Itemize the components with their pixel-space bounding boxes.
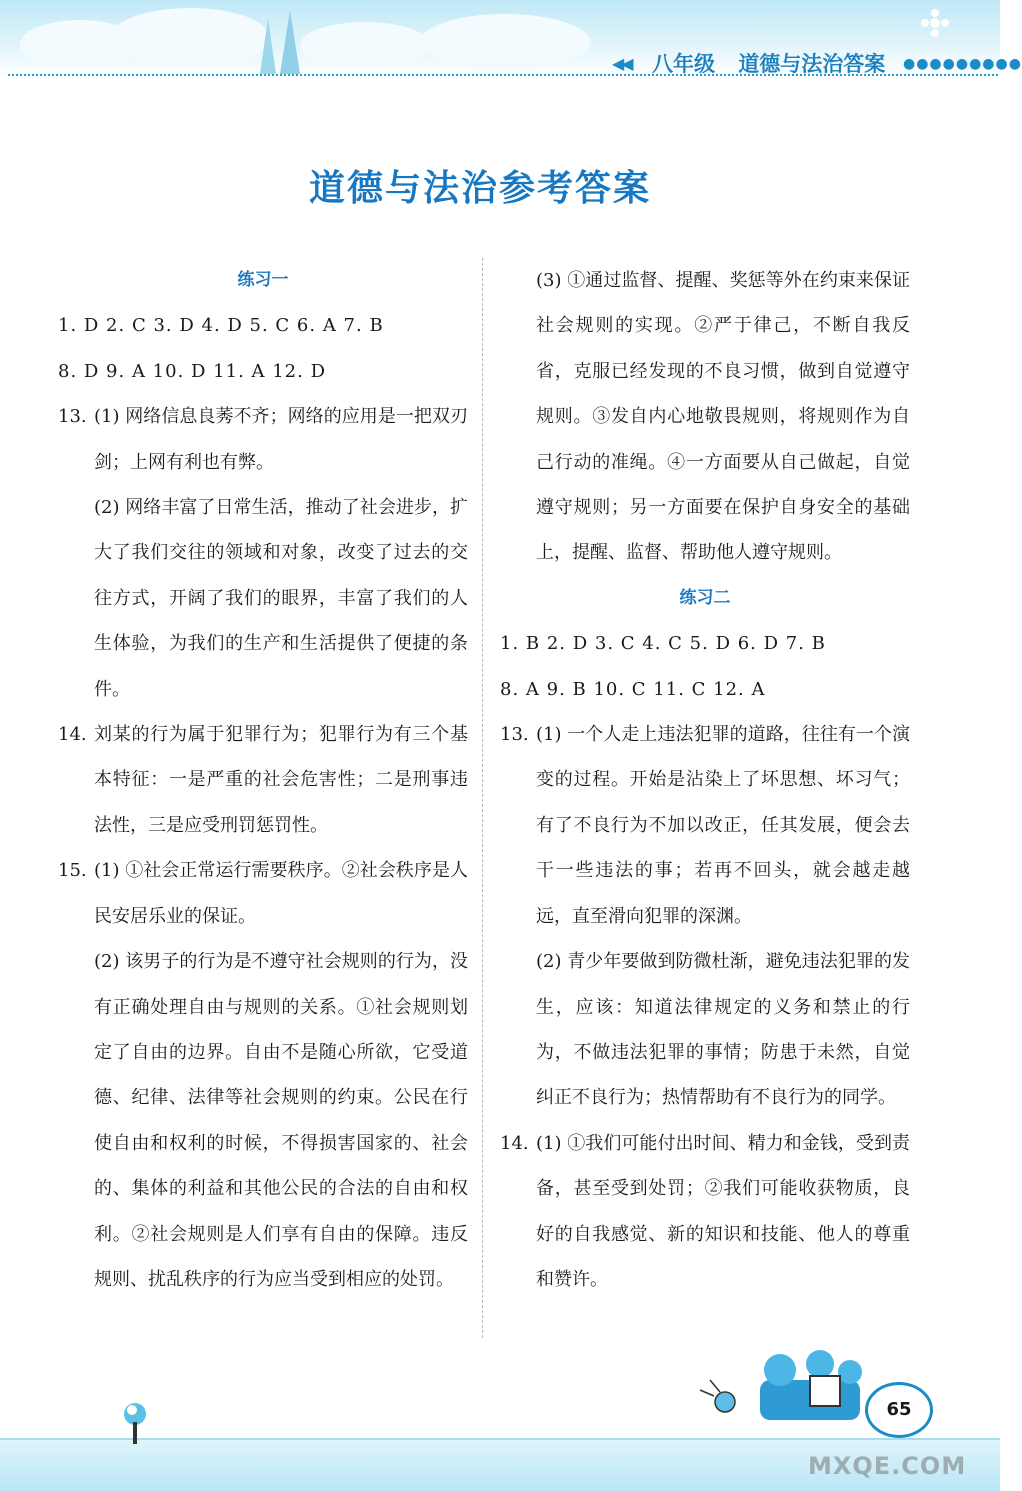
choice-answers-line: 8. D 9. A 10. D 11. A 12. D	[58, 360, 327, 382]
section-title-exercise-2: 练习二	[679, 587, 731, 608]
question-number: 13.	[58, 406, 87, 428]
question-body	[536, 1121, 910, 1303]
question-13	[58, 394, 468, 712]
question-15-continued	[500, 258, 910, 576]
column-divider	[482, 258, 483, 1338]
answer-paragraph: (1) 一个人走上违法犯罪的道路，往往有一个演变的过程。开始是沾染上了坏思想、坏习气；有了不良行为不加以改正，任其发展，便会去干一些违法的事；若再不回头，就会越走越远，直至滑向犯罪的深渊。	[536, 724, 910, 927]
snowflake-icon	[920, 8, 950, 38]
header-divider	[8, 74, 998, 76]
answer-paragraph: (2) 网络丰富了日常生活，推动了社会进步，扩大了我们交往的领域和对象，改变了过去的交往方式，开阔了我们的眼界，丰富了我们的人生体验，为我们的生产和生活提供了便捷的条件。	[94, 497, 468, 700]
question-13	[500, 712, 910, 1121]
cloud-decoration	[110, 8, 270, 68]
answer-paragraph: (1) ①社会正常运行需要秩序。②社会秩序是人民安居乐业的保证。	[94, 860, 468, 927]
header-grade: 八年级	[652, 52, 715, 76]
question-number: 14.	[500, 1132, 529, 1154]
answer-paragraph: (2) 青少年要做到防微杜渐，避免违法犯罪的发生，应该：知道法律规定的义务和禁止的行为，不做违法犯罪的事情；防患于未然，自觉纠正不良行为；热情帮助有不良行为的同学。	[536, 951, 910, 1109]
question-14	[500, 1121, 910, 1303]
watermark: MXQE.COM	[808, 1452, 967, 1480]
page-title: 道德与法治参考答案	[308, 168, 651, 209]
question-body	[536, 258, 910, 576]
answer-paragraph: 刘某的行为属于犯罪行为；犯罪行为有三个基本特征：一是严重的社会危害性；二是刑事违法性，三是应受刑罚惩罚性。	[94, 724, 468, 836]
section-title-exercise-1: 练习一	[237, 270, 289, 290]
question-number: 14.	[58, 724, 87, 746]
question-body	[94, 394, 468, 712]
cloud-decoration	[420, 14, 590, 70]
answer-paragraph: (2) 该男子的行为是不遵守社会规则的行为，没有正确处理自由与规则的关系。①社会规则划定了自由的边界。自由不是随心所欲，它受道德、纪律、法律等社会规则的约束。公民在行使自由和权利的时候，不得损害国家的、社会的、集体的利益和其他公民的合法的自由和权利。②社会规则是人们享有自由的保障。违反规则、扰乱秩序的行为应当受到相应的处罚。	[94, 951, 468, 1290]
header-subject: 道德与法治答案	[738, 52, 886, 76]
city-illustration-icon	[700, 1340, 870, 1430]
question-number-spacer	[500, 258, 536, 576]
question-body	[94, 848, 468, 1302]
left-column	[58, 258, 468, 1302]
question-14	[58, 712, 468, 848]
right-column	[500, 258, 910, 1302]
tree-icon	[120, 1400, 150, 1446]
question-body	[536, 712, 910, 1121]
cloud-decoration	[300, 22, 430, 68]
question-number: 15.	[58, 860, 87, 882]
page-number: 65	[865, 1382, 933, 1438]
answer-paragraph: (1) ①我们可能付出时间、精力和金钱，受到责备，甚至受到处罚；②我们可能收获物质，良好的自我感觉、新的知识和技能、他人的尊重和赞许。	[536, 1132, 910, 1290]
tower-icon	[250, 8, 310, 74]
choice-answers-line: 8. A 9. B 10. C 11. C 12. A	[500, 678, 766, 700]
question-15	[58, 848, 468, 1302]
answer-paragraph: (3) ①通过监督、提醒、奖惩等外在约束来保证社会规则的实现。②严于律己，不断自我反省，克服已经发现的不良习惯，做到自觉遵守规则。③发自内心地敬畏规则，将规则作为自己行动的准绳。④一方面要从自己做起，自觉遵守规则；另一方面要在保护自身安全的基础上，提醒、监督、帮助他人遵守规则。	[536, 270, 910, 564]
double-arrow-icon: ◀◀	[612, 54, 631, 73]
answer-paragraph: (1) 网络信息良莠不齐；网络的应用是一把双刃剑；上网有利也有弊。	[94, 406, 468, 473]
choice-answers-line: 1. D 2. C 3. D 4. D 5. C 6. A 7. B	[58, 315, 384, 337]
question-number: 13.	[500, 724, 529, 746]
header-dotted-trail: ●●●●●●●●●	[903, 56, 1022, 72]
question-body	[94, 712, 468, 848]
choice-answers-line: 1. B 2. D 3. C 4. C 5. D 6. D 7. B	[500, 633, 826, 655]
